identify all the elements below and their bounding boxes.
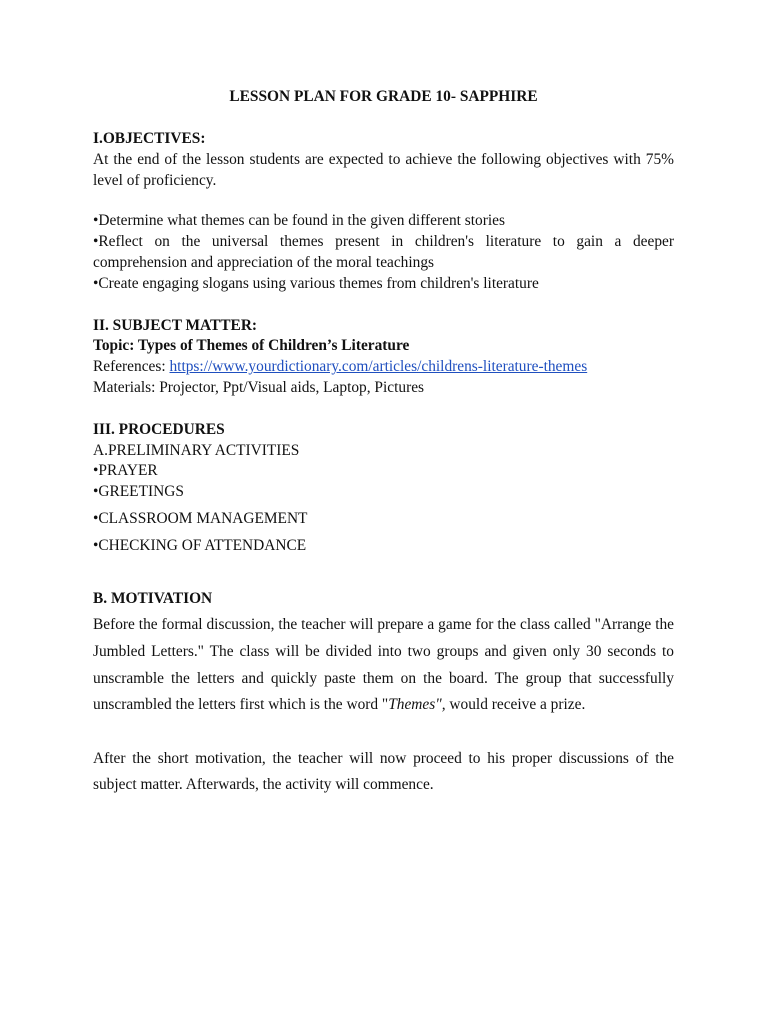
references-label: References:	[93, 358, 170, 376]
procedure-item: •CHECKING OF ATTENDANCE	[93, 536, 307, 554]
motivation-heading: B. MOTIVATION	[93, 589, 213, 607]
preliminary-activities-heading: A.PRELIMINARY ACTIVITIES	[93, 441, 300, 459]
motivation-emphasis: Themes",	[388, 696, 446, 714]
references-line	[93, 357, 674, 378]
document-title: LESSON PLAN FOR GRADE 10- SAPPHIRE	[229, 88, 538, 105]
procedure-item: •CLASSROOM MANAGEMENT	[93, 509, 308, 527]
objective-item: •Reflect on the universal themes present in children's literature to gain a deeper comprehension and appreciation of the moral teachings	[93, 233, 674, 271]
subject-matter-section	[93, 316, 674, 399]
objective-item: •Determine what themes can be found in the given different stories	[93, 212, 505, 230]
subject-matter-heading: II. SUBJECT MATTER:	[93, 316, 258, 334]
procedure-item: •PRAYER	[93, 462, 158, 480]
motivation-section	[93, 589, 674, 799]
references-link[interactable]: https://www.yourdictionary.com/articles/childrens-literature-themes	[169, 358, 588, 376]
document-page	[93, 87, 674, 799]
objectives-section	[93, 129, 674, 295]
objectives-heading: I.OBJECTIVES:	[93, 130, 206, 147]
procedure-item: •GREETINGS	[93, 483, 184, 501]
motivation-text-after: would receive a prize.	[445, 696, 586, 714]
motivation-paragraph	[93, 612, 674, 718]
objective-item: •Create engaging slogans using various themes from children's literature	[93, 274, 539, 292]
objectives-intro: At the end of the lesson students are expected to achieve the following objectives with 75% level of proficiency.	[93, 150, 674, 189]
procedures-heading: III. PROCEDURES	[93, 420, 225, 438]
closing-paragraph: After the short motivation, the teacher will now proceed to his proper discussions of the subject matter. Afterwards, the activity will commence.	[93, 749, 674, 794]
procedures-section	[93, 420, 674, 557]
motivation-text-before: Before the formal discussion, the teacher will prepare a game for the class called "Arrange the Jumbled Letters." The class will be divided into two groups and given only 30 seconds to unscramble the letters and quickly paste them on the board. The group that successfully unscrambled the letters first which is the word "	[93, 616, 674, 714]
topic-line: Topic: Types of Themes of Children’s Literature	[93, 337, 410, 355]
materials-line: Materials: Projector, Ppt/Visual aids, Laptop, Pictures	[93, 378, 425, 396]
objectives-list	[93, 211, 674, 294]
